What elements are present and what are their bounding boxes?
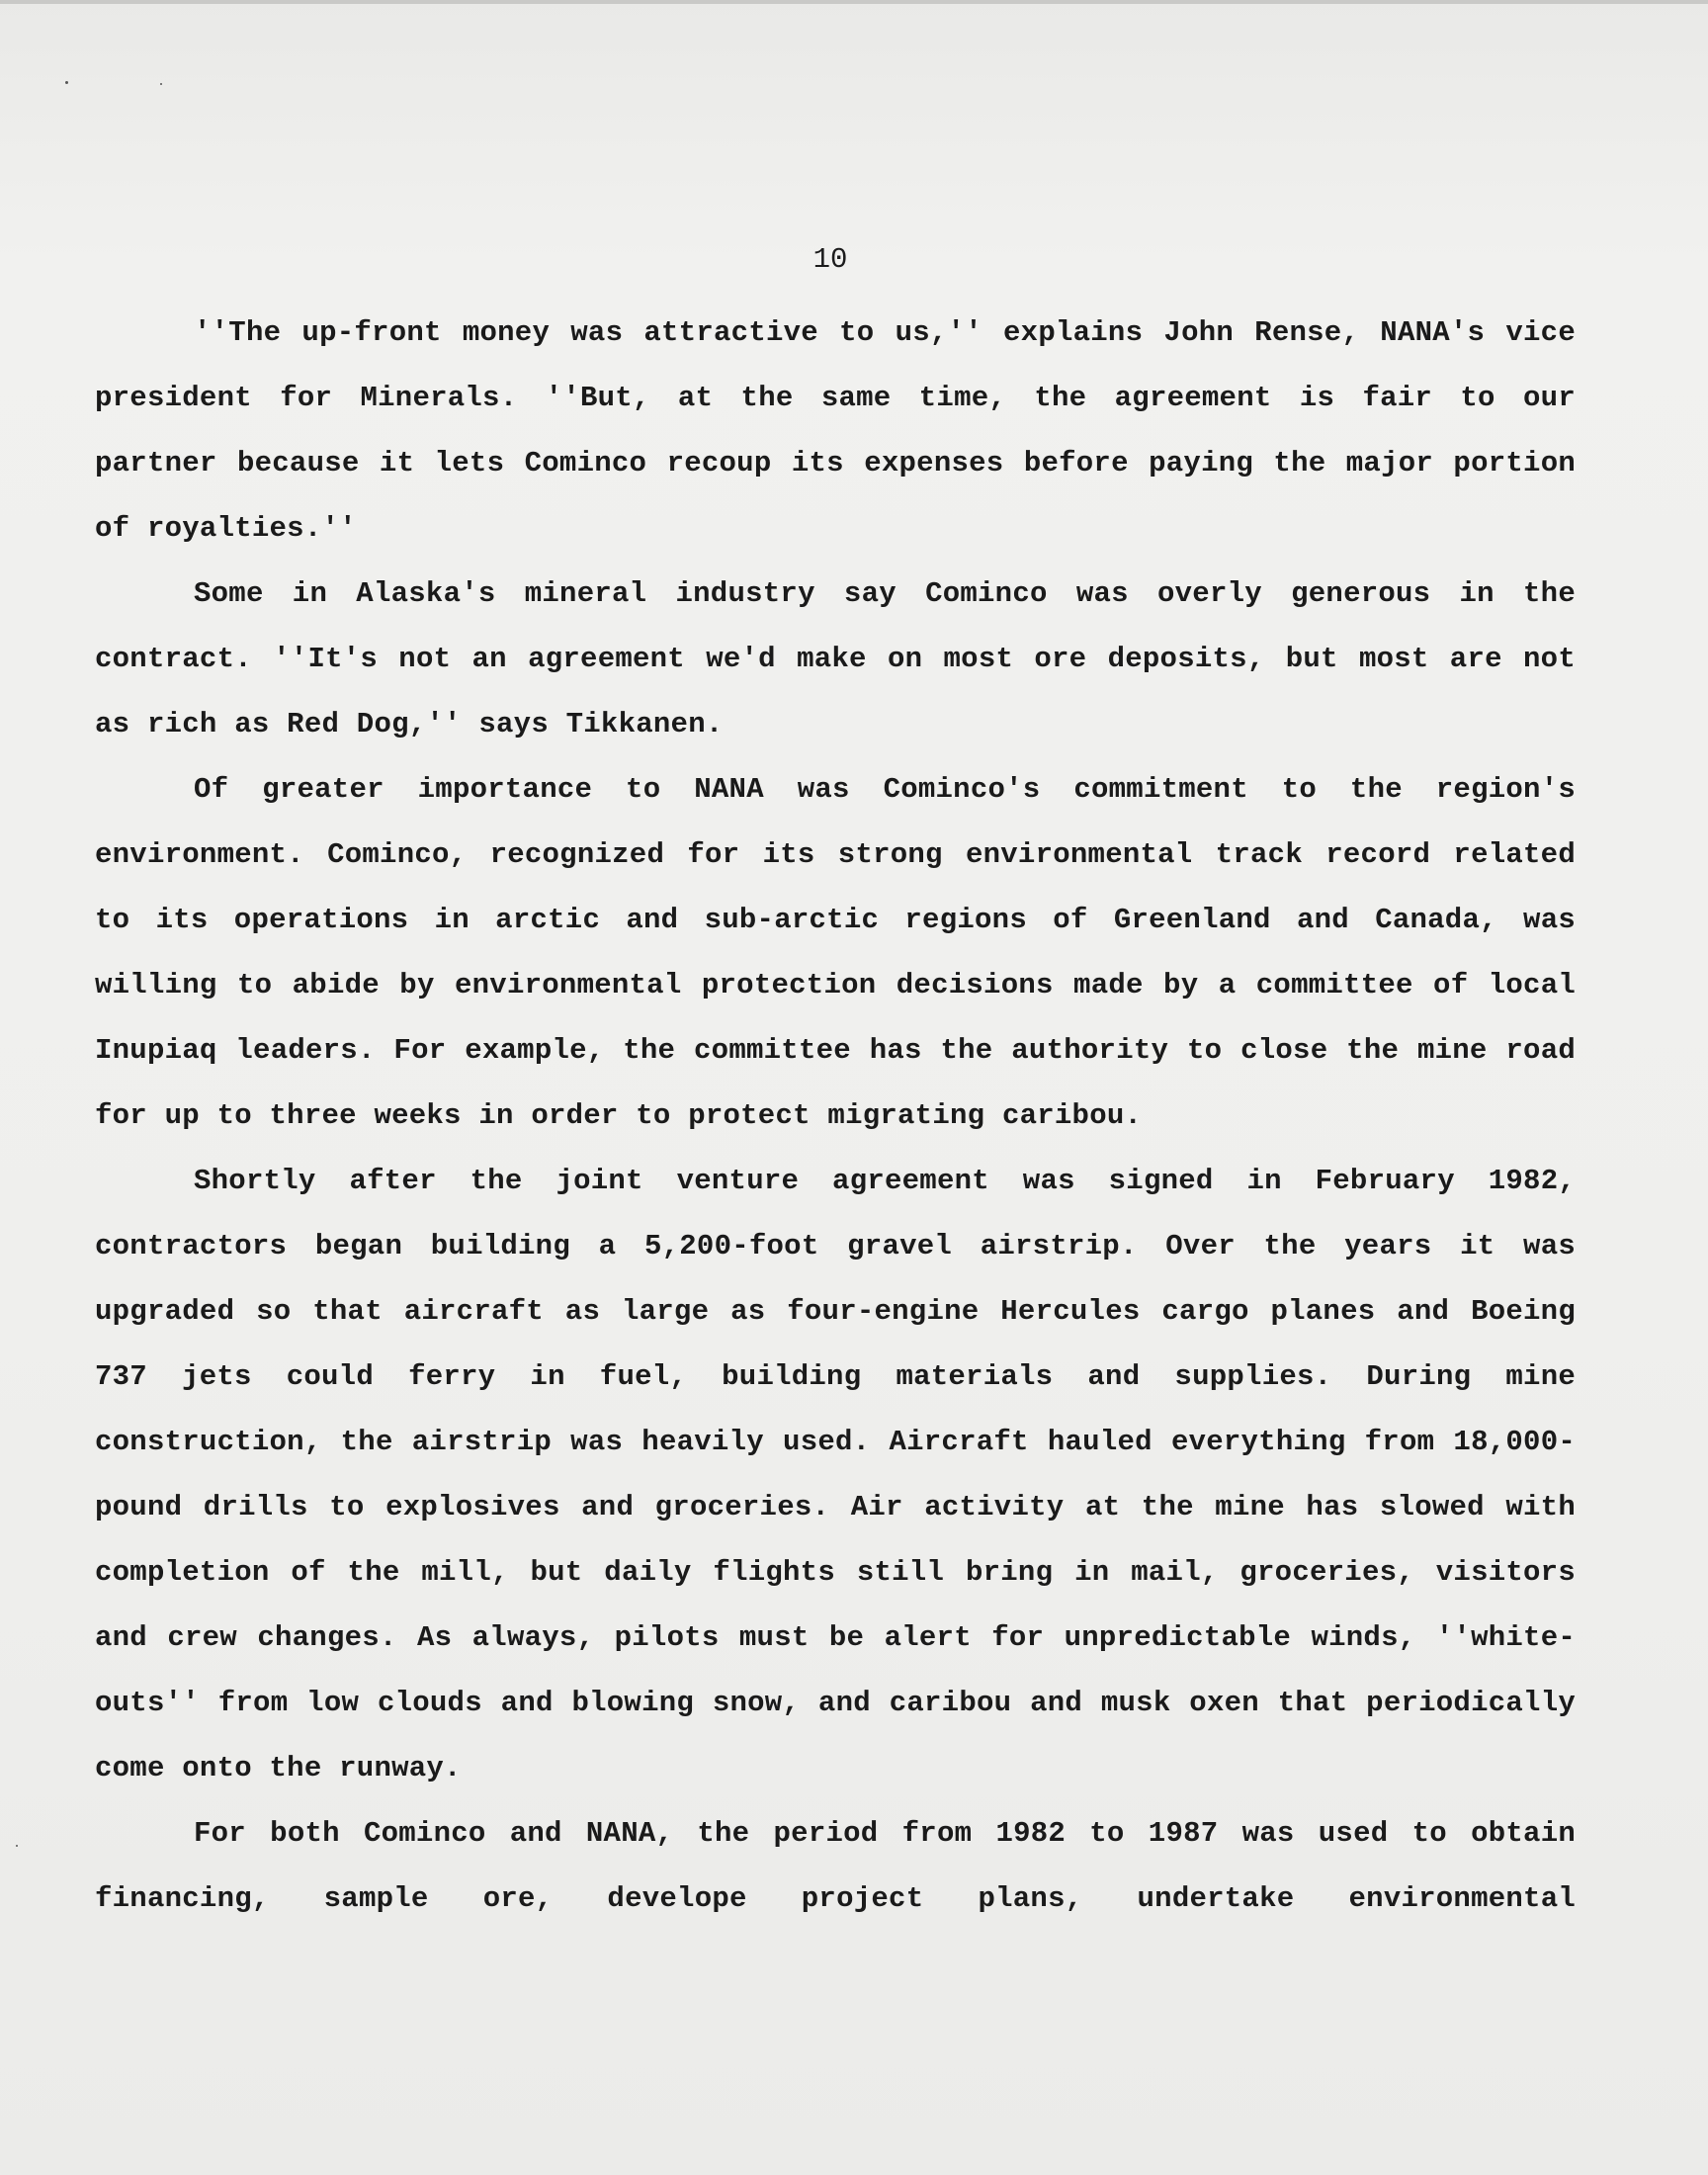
paragraph: Shortly after the joint venture agreement was signed in February 1982, contractors began building a 5,200-foot gravel airstrip. Over the years it was upgraded so that aircraft as large as four-engine Hercules cargo planes and Boeing 737 jets could ferry in fuel, building materials and supplies. During mine construction, the airstrip was heavily used. Aircraft hauled everything from 18,000-pound drills to explosives and groceries. Air activity at the mine has slowed with completion of the mill, but daily flights still bring in mail, groceries, visitors and crew changes. As always, pilots must be alert for unpredictable winds, ''white-outs'' from low clouds and blowing snow, and caribou and musk oxen that periodically come onto the runway. (95, 1165, 1576, 1784)
paragraph: Of greater importance to NANA was Cominco's commitment to the region's environment. Cominco, recognized for its strong environmental track record related to its operations in arctic and sub-arctic regions of Greenland and Canada, was willing to abide by environmental protection decisions made by a committee of local Inupiaq leaders. For example, the committee has the authority to close the mine road for up to three weeks in order to protect migrating caribou. (95, 773, 1576, 1132)
paragraph: Some in Alaska's mineral industry say Cominco was overly generous in the contract. ''It's not an agreement we'd make on most ore deposits, but most are not as rich as Red Dog,'' says Tikkanen. (95, 577, 1576, 740)
paragraph: ''The up-front money was attractive to us,'' explains John Rense, NANA's vice president for Minerals. ''But, at the same time, the agreement is fair to our partner because it lets Cominco recoup its expenses before paying the major portion of royalties.'' (95, 316, 1576, 545)
scan-speck (16, 1845, 18, 1847)
paragraph: For both Cominco and NANA, the period from 1982 to 1987 was used to obtain financing, sample ore, develope project plans, undertake environmental (95, 1817, 1576, 1915)
page-number: 10 (812, 243, 848, 276)
scan-top-edge (0, 0, 1708, 4)
scan-speck (65, 81, 68, 84)
body-text (95, 301, 1576, 1932)
scan-speck (160, 83, 162, 85)
